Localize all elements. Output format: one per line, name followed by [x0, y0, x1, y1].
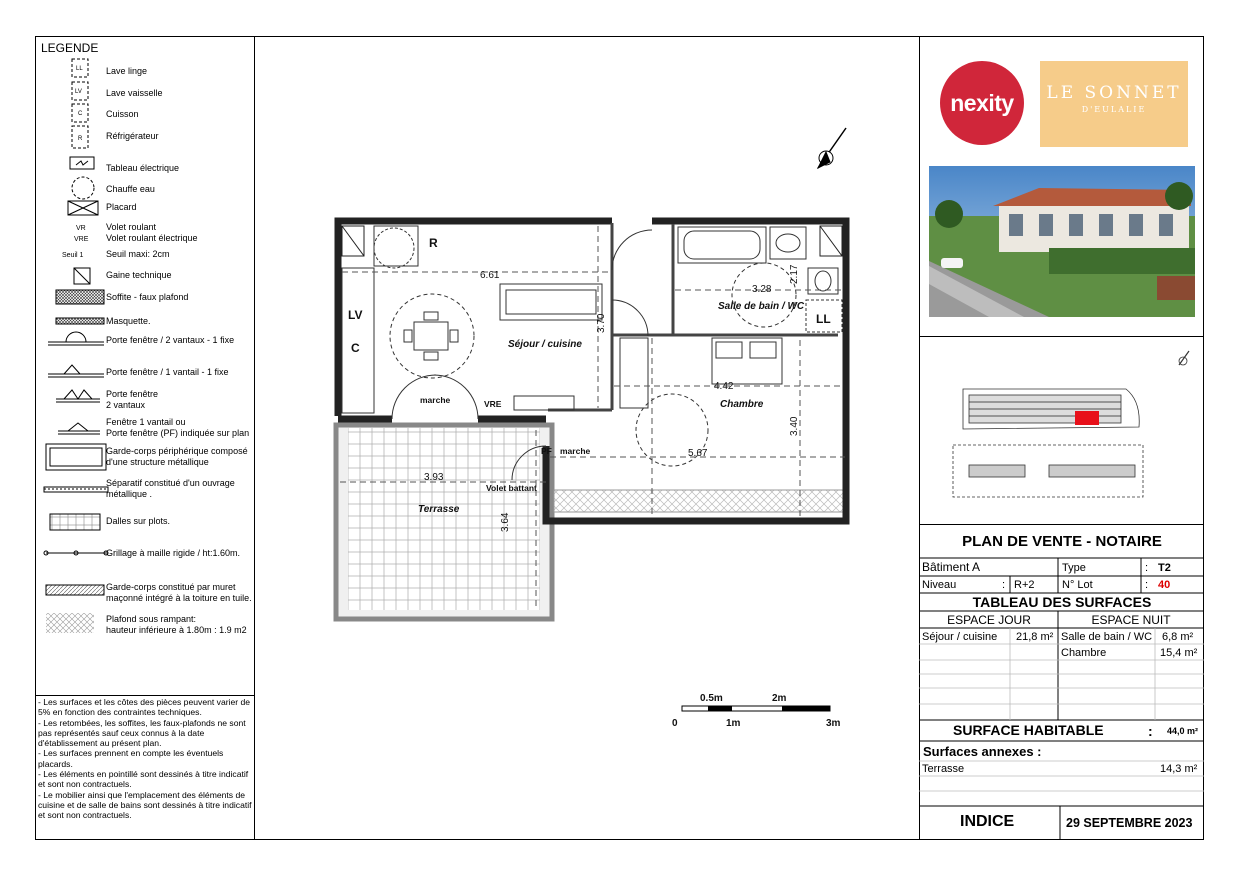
washing-machine-label: LL: [816, 312, 831, 326]
surface-row-name: Salle de bain / WC: [1061, 631, 1153, 643]
legend-title: LEGENDE: [41, 41, 99, 55]
night-space-title: ESPACE NUIT: [1091, 613, 1171, 627]
room-label-sdb: Salle de bain / WC: [718, 301, 805, 312]
niveau-label: Niveau: [922, 579, 957, 591]
surface-row-name: Chambre: [1061, 647, 1107, 659]
dining-table: [390, 294, 474, 378]
terrace-slabs: [348, 428, 540, 610]
indice-label: INDICE: [960, 813, 1015, 830]
surface-row-value: 15,4 m²: [1160, 647, 1198, 659]
sofa: [500, 284, 602, 320]
electric-panel-icon: [70, 157, 94, 169]
dishwasher-icon: [72, 82, 88, 100]
french-window-1-leaf-1-fixed-icon: [48, 365, 104, 377]
closet-icon: [68, 201, 98, 215]
room-label-sejour: Séjour / cuisine: [508, 339, 582, 350]
threshold-label: marche: [420, 395, 451, 405]
closet-icon: [620, 338, 648, 408]
surfaces-title: TABLEAU DES SURFACES: [972, 594, 1152, 610]
svg-text:LV: LV: [75, 89, 82, 95]
turning-circle: [732, 263, 796, 327]
washbasin: [770, 227, 806, 259]
annexes-title: Surfaces annexes :: [923, 744, 1042, 759]
niveau-value: R+2: [1014, 579, 1035, 591]
scale-label: 1m: [726, 718, 741, 729]
floor-plan: [255, 37, 919, 839]
svg-text:VR: VR: [76, 225, 86, 232]
scale-label: 0.5m: [700, 693, 723, 704]
site-plan: [921, 337, 1203, 523]
habitable-colon: :: [1148, 723, 1153, 739]
soffit-icon: [56, 290, 104, 304]
separator-metal-icon: [44, 487, 108, 492]
svg-text:VRE: VRE: [74, 236, 89, 243]
svg-text:C: C: [78, 111, 83, 117]
legend: LEGENDE LL LV C R VR VRE Seuil 1 Lave linge Lave vaisselle Cuisson Réfrigérateur Tableau électrique Chauffe eau Placard Volet roulant Volet roulant électrique Seuil maxi: 2cm Gaine technique Soffite - faux plafond Masquette. Porte fenêtre / 2 vantaux - 1 fixe Porte fenêtre / 1 vantail - 1 fixe Porte fenêtre 2 vantaux Fenêtre 1 vantail ou Porte fenêtre (PF) indiquée sur plan Garde-corps périphérique composé d'une structure métallique Séparatif constitué d'un ouvrage métallique . Dalles sur plots. Grillage à maille rigide / ht:1.60m. Garde-corps constitué par muret maçonné intégré à la toiture en tuile. Plafond sous rampant: hauteur inférieure à 1.80m : 1.9 m2: [36, 37, 254, 695]
surface-row-name: Séjour / cuisine: [922, 631, 998, 643]
fridge-icon: [374, 226, 418, 266]
cooktop-label: C: [351, 341, 360, 355]
habitable-label: SURFACE HABITABLE: [953, 722, 1104, 738]
divider: [919, 36, 920, 840]
shutter-label: Volet battant: [486, 483, 537, 493]
railing-metal-icon: [46, 444, 106, 470]
disclaimer-notes: - Les surfaces et les côtes des pièces peuvent varier de 5% en fonction des contraintes techniques. - Les retombées, les soffites, les faux-plafonds ne sont pas représentés sauf ceux connus à la date d'établissement au présent plan. - Les surfaces prennent en compte les éventuels placards. - Les éléments en pointillé sont dessinés à titre indicatif et sont non contractuels. - Le mobilier ainsi que l'emplacement des éléments de cuisine et de salle de bains sont dessinés à titre indicatif et sont non contractuels.: [38, 697, 252, 821]
scale-label: 3m: [826, 718, 841, 729]
svg-text:R: R: [78, 136, 83, 142]
masonry-railing-icon: [46, 585, 104, 595]
scale-bar: [682, 706, 830, 711]
technical-duct-icon: [342, 226, 842, 256]
shutter-label: VRE: [484, 399, 502, 409]
bed: [712, 338, 782, 384]
type-label: Type: [1062, 562, 1086, 574]
type-value: T2: [1158, 562, 1171, 574]
threshold-label: marche: [560, 446, 591, 456]
dimension-label: 3.64: [500, 512, 511, 532]
building-render-image: [929, 166, 1195, 317]
rigid-mesh-fence-icon: [44, 551, 108, 555]
niveau-colon: :: [1002, 579, 1006, 591]
surface-row-value: 6,8 m²: [1162, 631, 1194, 643]
scale-label: 2m: [772, 693, 787, 704]
window-1-leaf-icon: [58, 423, 100, 434]
water-heater-icon: [72, 177, 94, 199]
svg-text:Seuil 1: Seuil 1: [62, 252, 84, 259]
room-label-terrasse: Terrasse: [418, 504, 460, 515]
day-space-title: ESPACE JOUR: [947, 613, 1031, 627]
washing-machine-icon: [72, 59, 88, 77]
svg-text:LL: LL: [76, 66, 83, 72]
dimension-label: 4.42: [714, 381, 734, 392]
french-window-2-leaf-1-fixed-icon: [48, 332, 104, 345]
north-arrow-icon: [818, 128, 846, 168]
habitable-value: 44,0 m²: [1167, 726, 1199, 736]
sheet-date: 29 SEPTEMBRE 2023: [1066, 816, 1193, 830]
cooktop-icon: [72, 104, 88, 122]
dimension-label: 3.40: [789, 416, 800, 436]
annex-row-value: 14,3 m²: [1160, 763, 1198, 775]
masquette-icon: [56, 318, 104, 324]
fridge-label: R: [429, 236, 438, 250]
water-heater-icon: [374, 228, 414, 268]
dimension-label: 3.93: [424, 472, 444, 483]
building-name: Bâtiment A: [922, 560, 981, 574]
lot-colon: :: [1145, 579, 1149, 591]
annex-row-name: Terrasse: [922, 763, 965, 775]
dishwasher-label: LV: [348, 308, 363, 322]
lot-location-marker: [1075, 411, 1099, 425]
fridge-icon: [72, 126, 88, 148]
le-sonnet-logo: LE SONNET D'EULALIE: [1040, 61, 1188, 147]
type-colon: :: [1145, 562, 1149, 574]
surface-row-value: 21,8 m²: [1016, 631, 1054, 643]
tv-unit: [514, 396, 574, 410]
dimension-label: 6.61: [480, 270, 500, 281]
dimension-label: 3.28: [752, 284, 772, 295]
divider: [35, 695, 255, 696]
toilet: [808, 268, 838, 294]
slabs-on-pads-icon: [50, 514, 100, 530]
lot-value: 40: [1158, 579, 1171, 591]
room-label-chambre: Chambre: [720, 399, 764, 410]
dimension-label: 2.17: [789, 264, 800, 284]
nexity-logo: nexity: [940, 61, 1024, 145]
dimension-label: 5.67: [688, 448, 708, 459]
sheet-title: PLAN DE VENTE - NOTAIRE: [962, 533, 1162, 550]
technical-duct-icon: [74, 268, 90, 284]
lot-label: N° Lot: [1062, 579, 1093, 591]
bathtub: [678, 227, 766, 263]
french-window-2-leaf-icon: [56, 390, 100, 402]
dimension-label: 3.70: [596, 313, 607, 333]
french-window-label: PF: [541, 446, 552, 456]
scale-label: 0: [672, 718, 678, 729]
sloped-ceiling-icon: [46, 613, 94, 633]
